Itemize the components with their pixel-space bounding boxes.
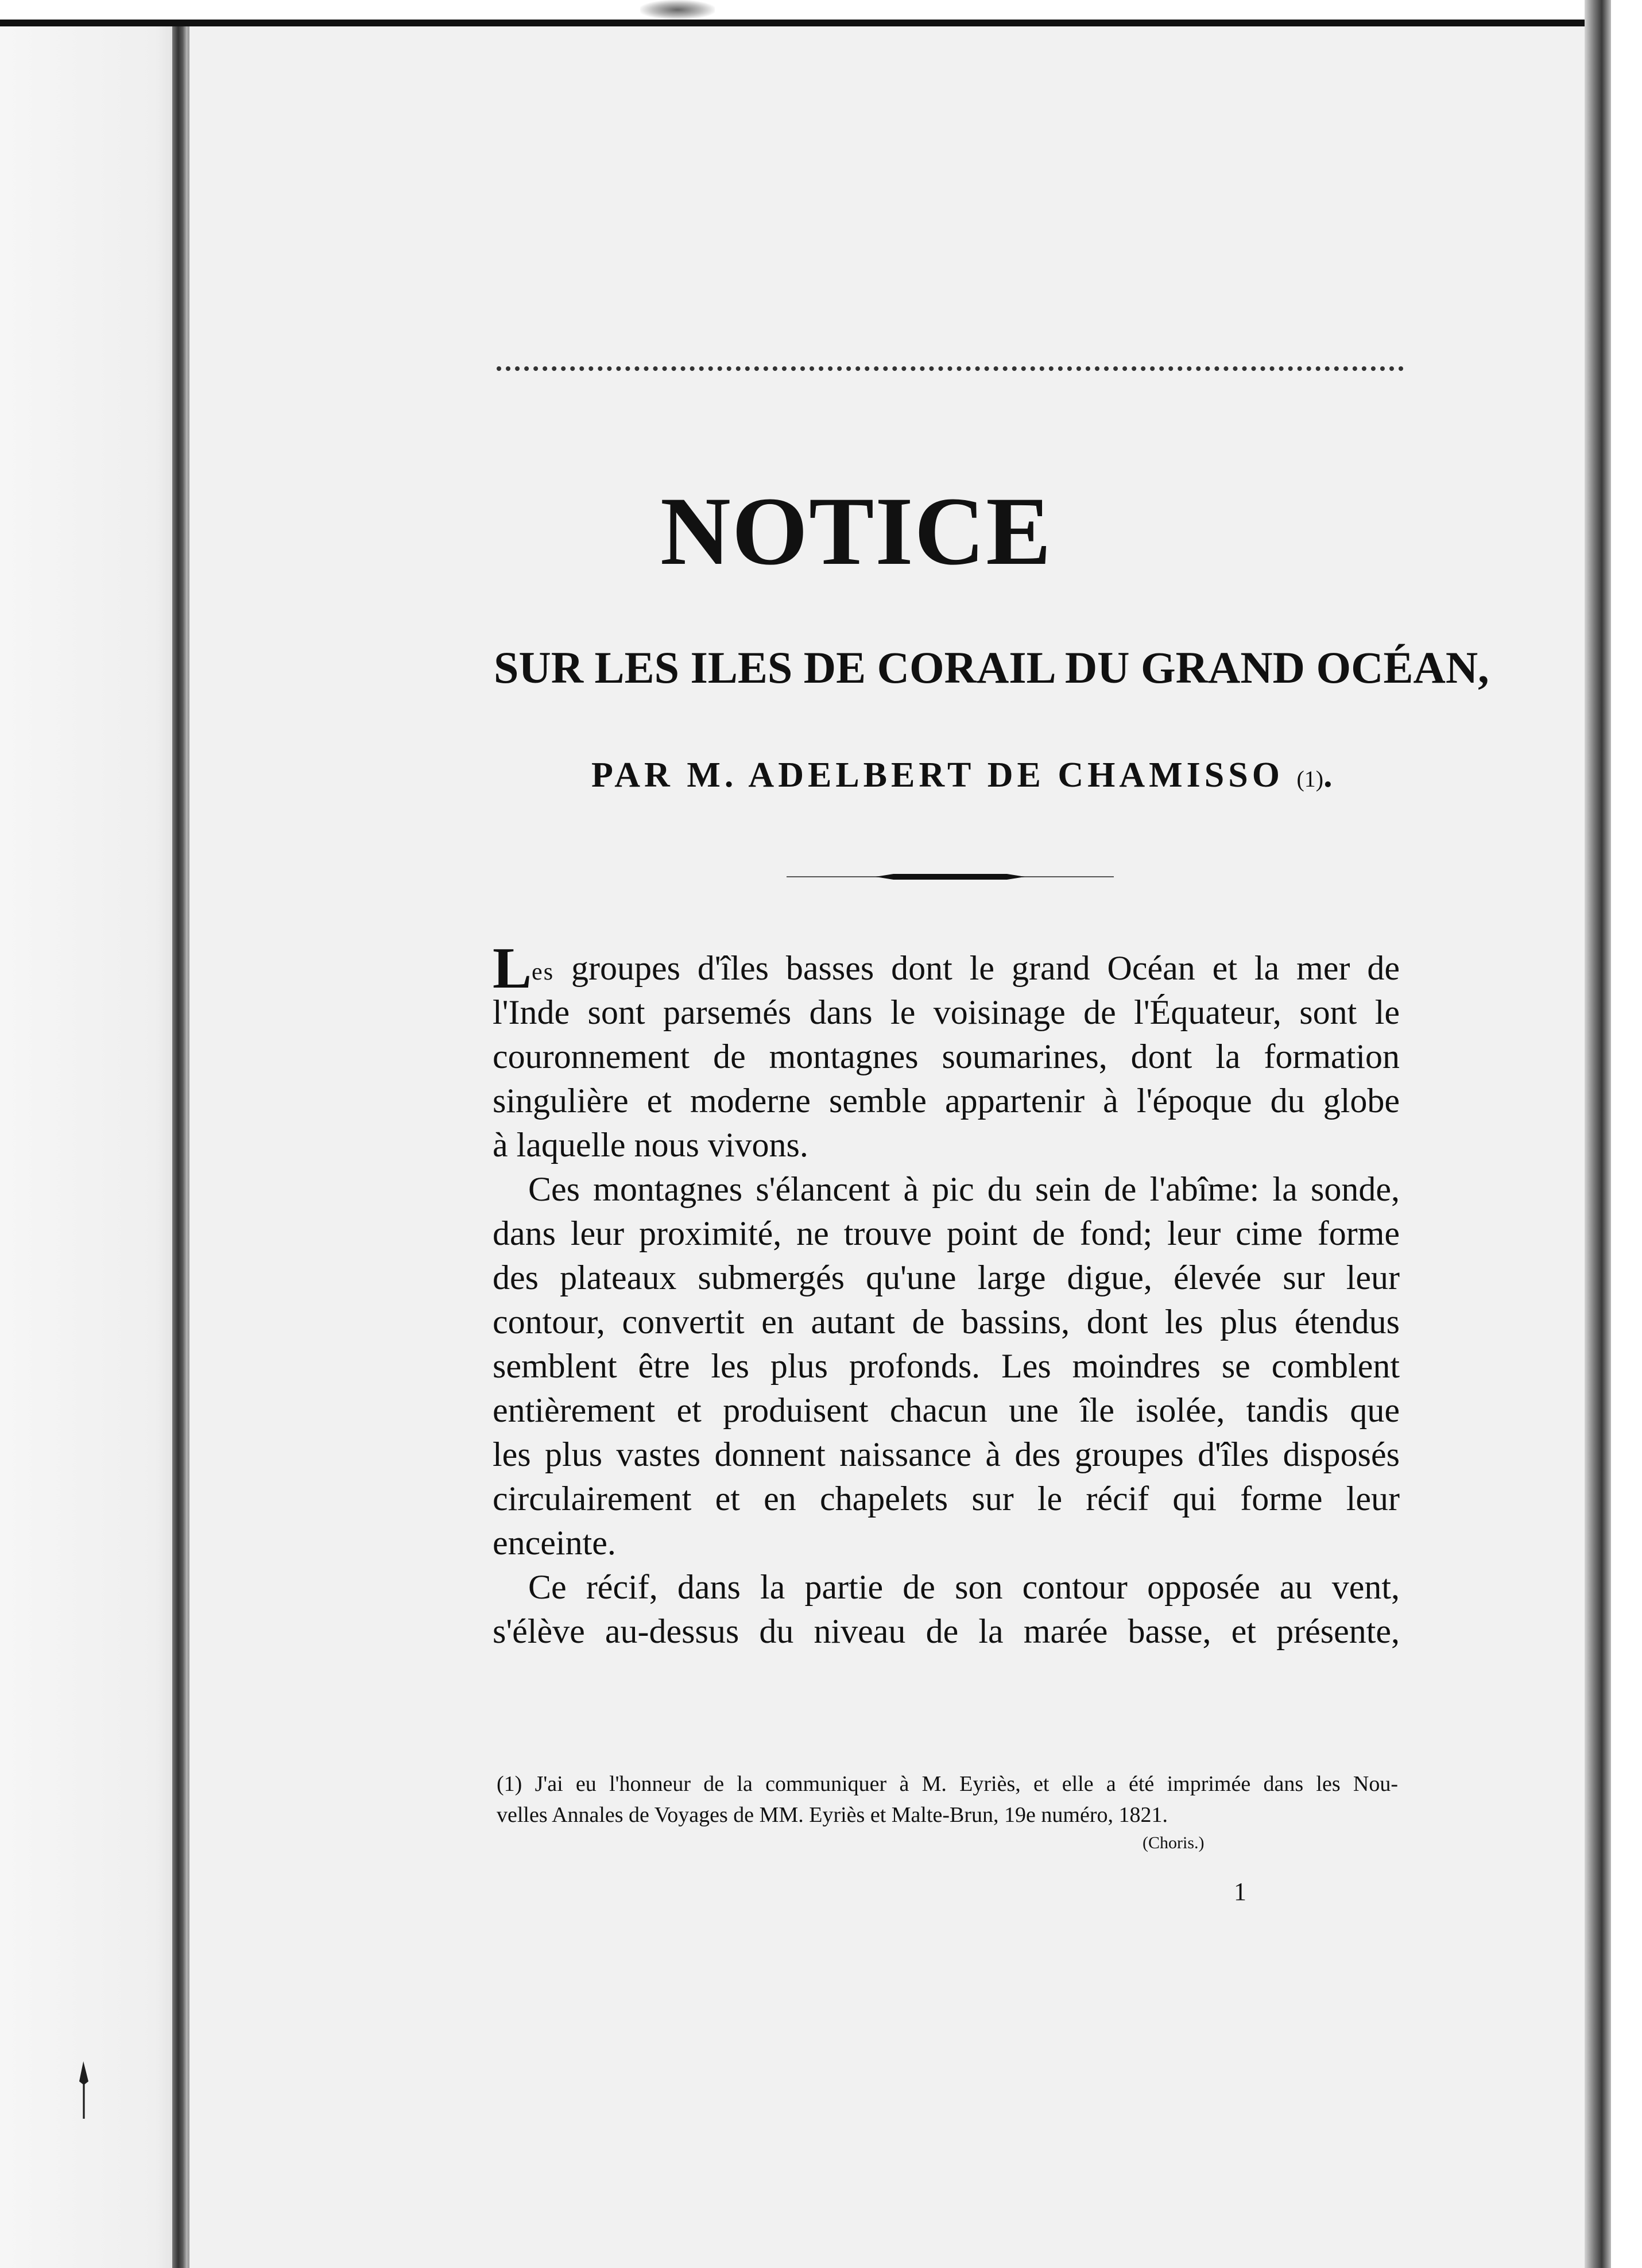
body-line: contour, convertit en autant de bassins, dont les plus étendus xyxy=(493,1303,1400,1341)
author-name: PAR M. ADELBERT DE CHAMISSO xyxy=(591,756,1284,795)
body-line: Ce récif, dans la partie de son contour opposée au vent, xyxy=(528,1568,1400,1606)
author-line xyxy=(591,752,1337,798)
body-line: entièrement et produisent chacun une île isolée, tandis que xyxy=(493,1391,1400,1429)
footnote xyxy=(497,1768,1398,1860)
book-gutter xyxy=(172,0,187,2268)
body-line: dans leur proximité, ne trouve point de fond; leur cime forme xyxy=(493,1214,1400,1252)
footnote-line: velles Annales de Voyages de MM. Eyriès et Malte-Brun, 19e numéro, 1821. xyxy=(497,1803,1168,1827)
top-smudge-mark xyxy=(640,0,715,20)
dotted-header-rule xyxy=(497,366,1404,371)
title-ornament xyxy=(787,872,1114,882)
body-line: enceinte. xyxy=(493,1524,616,1562)
ornament-center-mark xyxy=(876,874,1025,880)
top-scan-rule xyxy=(0,20,1605,26)
body-line-text: groupes d'îles basses dont le grand Océan et la mer de xyxy=(554,949,1400,987)
body-line: singulière et moderne semble appartenir à l'époque du globe xyxy=(493,1082,1400,1120)
body-line: Ces montagnes s'élancent à pic du sein de l'abîme: la sonde, xyxy=(528,1170,1400,1208)
top-page-edge xyxy=(0,0,1642,20)
body-line: s'élève au-dessus du niveau de la marée basse, et présente, xyxy=(493,1612,1400,1650)
body-line: l'Inde sont parsemés dans le voisinage de l'Équateur, sont le xyxy=(493,993,1400,1031)
body-line: à laquelle nous vivons. xyxy=(493,1126,808,1164)
drop-cap-tail: es xyxy=(532,959,555,985)
body-line: les plus vastes donnent naissance à des groupes d'îles disposés xyxy=(493,1435,1400,1473)
footnote-signature: (Choris.) xyxy=(1143,1833,1205,1852)
body-line xyxy=(493,946,1400,990)
body-line: couronnement de montagnes soumarines, dont la formation xyxy=(493,1038,1400,1075)
footnote-line: (1) J'ai eu l'honneur de la communiquer à M. Eyriès, et elle a été imprimée dans les Nou- xyxy=(497,1772,1398,1796)
body-line: semblent être les plus profonds. Les moindres se comblent xyxy=(493,1347,1400,1385)
right-scan-margin xyxy=(1611,0,1642,2268)
footnote-reference: (1) xyxy=(1296,766,1324,792)
document-title: NOTICE xyxy=(660,477,1052,585)
right-page-edge xyxy=(1585,0,1611,2268)
author-line-period: . xyxy=(1323,756,1337,795)
body-line: circulairement et en chapelets sur le récif qui forme leur xyxy=(493,1480,1400,1518)
page-number: 1 xyxy=(1234,1878,1246,1906)
body-text xyxy=(493,946,1400,1716)
binding-strip xyxy=(0,0,189,2268)
body-line: des plateaux submergés qu'une large digue, élevée sur leur xyxy=(493,1259,1400,1296)
document-subtitle: SUR LES ILES DE CORAIL DU GRAND OCÉAN, xyxy=(494,643,1489,692)
drop-cap: L xyxy=(493,946,532,990)
